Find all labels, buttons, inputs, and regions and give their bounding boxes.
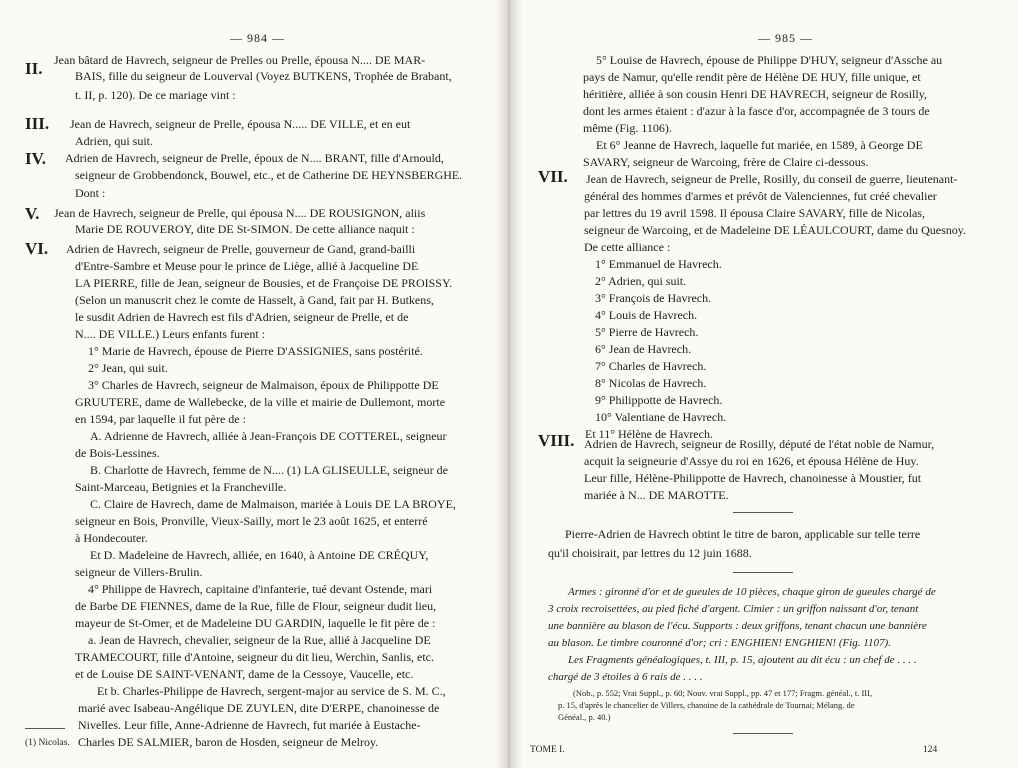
text-line: Adrien, qui suit. <box>75 134 153 148</box>
text-line: t. II, p. 120). De ce mariage vint : <box>75 88 236 102</box>
source-note: Généal., p. 40.) <box>558 712 611 722</box>
text-line: a. Jean de Havrech, chevalier, seigneur de la Rue, allié à Jacqueline DE <box>88 633 431 647</box>
footnote-rule <box>25 728 65 729</box>
text-line: LA PIERRE, fille de Jean, seigneur de Bousies, et de Françoise DE PROISSY. <box>75 276 453 290</box>
text-line: marié avec Isabeau-Angélique DE ZUYLEN, dite D'ERPE, chanoinesse de <box>78 701 440 715</box>
text-line: De cette alliance : <box>584 240 671 254</box>
source-note: (Nob., p. 552; Vrai Suppl., p. 60; Nouv. vrai Suppl., pp. 47 et 177; Fragm. généal., t. III, <box>573 688 873 698</box>
text-line: 3° François de Havrech. <box>595 291 712 305</box>
text-line: Jean de Havrech, seigneur de Prelle, Rosilly, du conseil de guerre, lieutenant- <box>586 172 958 186</box>
text-line: N.... DE VILLE.) Leurs enfants furent : <box>75 327 266 341</box>
text-line: seigneur de Warcoing, et de Madeleine DE LÉAULCOURT, dame du Quesnoy. <box>584 223 966 237</box>
text-line: Adrien de Havrech, seigneur de Rosilly, député de l'état noble de Namur, <box>584 437 935 451</box>
generation-numeral: VI. <box>25 239 49 258</box>
text-line: Charles DE SALMIER, baron de Hosden, seigneur de Melroy. <box>78 735 379 749</box>
generation-numeral: V. <box>25 204 40 223</box>
arms-line: chargé de 3 étoiles à 6 rais de . . . . <box>548 671 703 683</box>
text-line: seigneur de Villers-Brulin. <box>75 565 203 579</box>
text-line: à Hondecouter. <box>75 531 148 545</box>
arms-line: une bannière au blason de l'écu. Supports : deux griffons, tenant chacun une bannière <box>548 620 927 632</box>
generation-numeral: VIII. <box>538 431 575 450</box>
text-line: seigneur de Grobbendonck, Bouwel, etc., et de Catherine DE HEYNSBERGHE. <box>75 168 463 182</box>
text-line: 9° Philippotte de Havrech. <box>595 393 723 407</box>
text-line: 2° Adrien, qui suit. <box>595 274 687 288</box>
text-line: Et D. Madeleine de Havrech, alliée, en 1640, à Antoine DE CRÉQUY, <box>90 548 429 562</box>
text-line: 5° Pierre de Havrech. <box>595 325 699 339</box>
text-line: d'Entre-Sambre et Meuse pour le prince de Liège, allié à Jacqueline DE <box>75 259 419 273</box>
text-line: Adrien de Havrech, seigneur de Prelle, gouverneur de Gand, grand-bailli <box>66 242 416 256</box>
text-line: (Selon un manuscrit chez le comte de Hasselt, à Gand, fait par H. Butkens, <box>75 293 434 307</box>
text-line: acquit la seigneurie d'Assye du roi en 1626, et épousa Hélène de Huy. <box>584 454 919 468</box>
page-number: — 985 — <box>758 31 813 45</box>
text-line: TRAMECOURT, fille d'Antoine, seigneur du dit lieu, Werchin, Sanlis, etc. <box>75 650 434 664</box>
text-line: héritière, alliée à son cousin Henri DE HAVRECH, seigneur de Rosilly, <box>583 87 927 101</box>
generation-numeral: IV. <box>25 149 46 168</box>
text-line: mayeur de St-Omer, et de Madeleine DU GARDIN, laquelle le fit père de : <box>75 616 436 630</box>
source-note: p. 15, d'après le chancelier de Villers, chanoine de la cathédrale de Tournai; Mélang. de <box>558 700 855 710</box>
text-line: seigneur en Bois, Pronville, Vieux-Sailly, mort le 23 août 1625, et enterré <box>75 514 428 528</box>
text-line: BAIS, fille du seigneur de Louverval (Voyez BUTKENS, Trophée de Brabant, <box>75 69 452 83</box>
page-number: — 984 — <box>230 31 285 45</box>
text-line: Nivelles. Leur fille, Anne-Adrienne de Havrech, fut mariée à Eustache- <box>78 718 421 732</box>
text-line: même (Fig. 1106). <box>583 121 672 135</box>
section-rule <box>733 512 793 513</box>
left-page <box>0 0 500 768</box>
text-line: Saint-Marceau, Betignies et la Francheville. <box>75 480 287 494</box>
text-line: Et b. Charles-Philippe de Havrech, sergent-major au service de S. M. C., <box>97 684 446 698</box>
text-line: mariée à N... DE MAROTTE. <box>584 488 729 502</box>
text-line: qu'il choisirait, par lettres du 12 juin 1688. <box>548 546 752 560</box>
text-line: Pierre-Adrien de Havrech obtint le titre de baron, applicable sur telle terre <box>565 527 921 541</box>
text-line: Et 6° Jeanne de Havrech, laquelle fut mariée, en 1589, à George DE <box>596 138 923 152</box>
text-line: B. Charlotte de Havrech, femme de N.... (1) LA GLISEULLE, seigneur de <box>90 463 448 477</box>
text-line: Dont : <box>75 186 106 200</box>
text-line: 7° Charles de Havrech. <box>595 359 707 373</box>
right-page <box>518 0 1018 768</box>
text-line: 1° Marie de Havrech, épouse de Pierre D'ASSIGNIES, sans postérité. <box>88 344 423 358</box>
text-line: Marie DE ROUVEROY, dite DE St-SIMON. De cette alliance naquit : <box>75 222 415 236</box>
text-line: A. Adrienne de Havrech, alliée à Jean-François DE COTTEREL, seigneur <box>90 429 447 443</box>
text-line: le susdit Adrien de Havrech est fils d'Adrien, seigneur de Prelle, et de <box>75 310 409 324</box>
text-line: dont les armes étaient : d'azur à la fasce d'or, accompagnée de 3 tours de <box>583 104 930 118</box>
arms-line: au blason. Le timbre couronné d'or; cri : ENGHIEN! ENGHIEN! (Fig. 1107). <box>548 637 891 649</box>
generation-numeral: III. <box>25 114 50 133</box>
text-line: 4° Philippe de Havrech, capitaine d'infanterie, tué devant Ostende, mari <box>88 582 433 596</box>
text-line: de Bois-Lessines. <box>75 446 160 460</box>
text-line: 1° Emmanuel de Havrech. <box>595 257 722 271</box>
folio-number: 124 <box>923 745 938 755</box>
text-line: 8° Nicolas de Havrech. <box>595 376 707 390</box>
text-line: en 1594, par laquelle il fut père de : <box>75 412 246 426</box>
text-line: par lettres du 19 avril 1598. Il épousa Claire SAVARY, fille de Nicolas, <box>584 206 925 220</box>
text-line: de Barbe DE FIENNES, dame de la Rue, fille de Flour, seigneur dudit lieu, <box>75 599 437 613</box>
arms-line: Armes : gironné d'or et de gueules de 10 pièces, chaque giron de gueules chargé de <box>568 586 936 598</box>
text-line: Leur fille, Hélène-Philippotte de Havrech, chanoinesse à Moustier, fut <box>584 471 922 485</box>
section-rule <box>733 572 793 573</box>
text-line: 2° Jean, qui suit. <box>88 361 168 375</box>
text-line: 6° Jean de Havrech. <box>595 342 692 356</box>
text-line: général des hommes d'armes et prévôt de Valenciennes, fut créé chevalier <box>584 189 937 203</box>
arms-line: Les Fragments généalogiques, t. III, p. 15, ajoutent au dit écu : un chef de . . . . <box>568 654 917 666</box>
text-line: Jean de Havrech, seigneur de Prelle, qui épousa N.... DE ROUSIGNON, aliis <box>54 206 426 220</box>
text-line: 4° Louis de Havrech. <box>595 308 698 322</box>
text-line: Adrien de Havrech, seigneur de Prelle, époux de N.... BRANT, fille d'Arnould, <box>65 151 444 165</box>
text-line: 5° Louise de Havrech, épouse de Philippe D'HUY, seigneur d'Assche au <box>596 53 943 67</box>
text-line: SAVARY, seigneur de Warcoing, frère de Claire ci-dessous. <box>583 155 869 169</box>
text-line: 10° Valentiane de Havrech. <box>595 410 727 424</box>
text-line: 3° Charles de Havrech, seigneur de Malmaison, époux de Philippotte DE <box>88 378 439 392</box>
generation-numeral: VII. <box>538 167 568 186</box>
generation-numeral: II. <box>25 59 43 78</box>
text-line: Et 11° Hélène de Havrech. <box>585 427 713 441</box>
section-rule <box>733 733 793 734</box>
arms-line: 3 croix recroisettées, au pied fiché d'argent. Cimier : un griffon naissant d'or, tenant <box>548 603 919 615</box>
text-line: C. Claire de Havrech, dame de Malmaison, mariée à Louis DE LA BROYE, <box>90 497 456 511</box>
text-line: GRUUTERE, dame de Wallebecke, de la ville et mairie de Dullemont, morte <box>75 395 446 409</box>
text-line: Jean bâtard de Havrech, seigneur de Prelles ou Prelle, épousa N.... DE MAR- <box>54 53 426 67</box>
text-line: pays de Namur, qu'elle rendit père de Hélène DE HUY, fille unique, et <box>583 70 921 84</box>
text-line: et de Louise DE SAINT-VENANT, dame de la Cessoye, Vaucelle, etc. <box>75 667 414 681</box>
footnote: (1) Nicolas. <box>25 738 70 748</box>
tome-label: TOME I. <box>530 745 565 755</box>
text-line: Jean de Havrech, seigneur de Prelle, épousa N..... DE VILLE, et en eut <box>70 117 411 131</box>
